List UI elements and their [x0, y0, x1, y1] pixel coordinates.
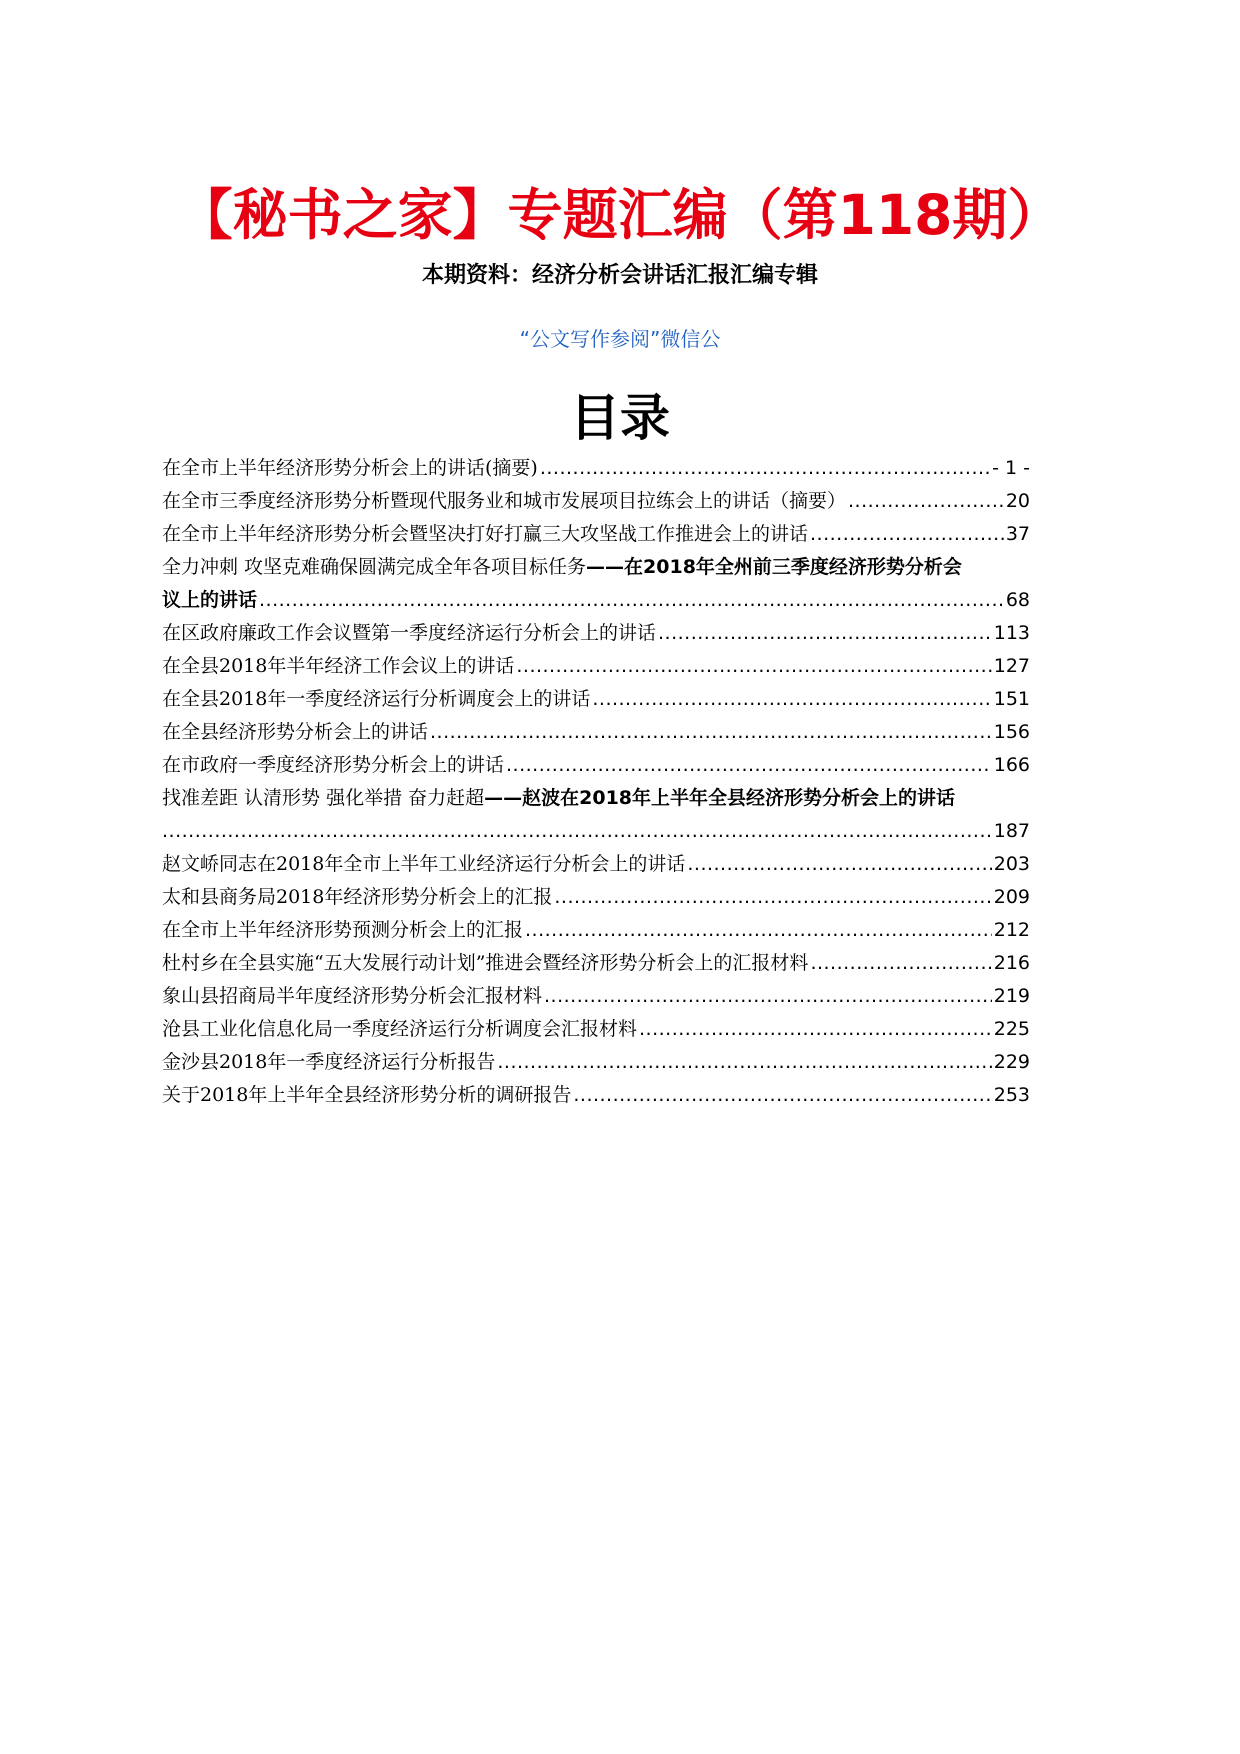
toc-entry-page: 212 — [993, 919, 1030, 941]
dot-leader — [573, 1079, 991, 1112]
dot-leader — [658, 617, 992, 650]
toc-entry[interactable] — [162, 650, 1030, 683]
toc-entry-title: 在全市上半年经济形势分析会暨坚决打好打赢三大攻坚战工作推进会上的讲话 — [162, 523, 809, 545]
toc-entry-page: 219 — [993, 985, 1030, 1007]
toc-heading: 目录 — [570, 388, 670, 447]
toc-entry-title: 在全市上半年经济形势分析会上的讲话(摘要) — [162, 457, 538, 479]
toc-entry-page: - 1 - — [992, 457, 1030, 479]
dot-leader — [162, 815, 992, 848]
dot-leader — [810, 518, 1004, 551]
toc-entry[interactable] — [162, 947, 1030, 980]
toc-entry-title: 在区政府廉政工作会议暨第一季度经济运行分析会上的讲话 — [162, 622, 657, 644]
toc-entry-page: 20 — [1005, 490, 1030, 512]
dot-leader — [592, 683, 991, 716]
document-title: 【秘书之家】专题汇编（第118期） — [177, 183, 1063, 247]
toc-entry-title: 象山县招商局半年度经济形势分析会汇报材料 — [162, 985, 543, 1007]
toc-entry[interactable] — [162, 551, 1030, 617]
toc-entry-page: 156 — [993, 721, 1030, 743]
toc-entry-page: 253 — [993, 1084, 1030, 1106]
toc-entry-title: 杜村乡在全县实施“五大发展行动计划”推进会暨经济形势分析会上的汇报材料 — [162, 952, 809, 974]
toc-entry-page: 166 — [993, 754, 1030, 776]
dot-leader — [430, 716, 992, 749]
toc-entry-page: 151 — [993, 688, 1030, 710]
toc-entry-title-part: ——赵波在2018年上半年全县经济形势分析会上的讲话 — [484, 787, 956, 809]
dot-leader — [540, 452, 990, 485]
toc-entry[interactable] — [162, 1046, 1030, 1079]
toc-entry-title-line2: 议上的讲话 — [162, 589, 258, 611]
wechat-account-line: “公文写作参阅”微信公 — [519, 327, 721, 351]
toc-entry-title: 在全县经济形势分析会上的讲话 — [162, 721, 429, 743]
toc-entry-page: 229 — [993, 1051, 1030, 1073]
toc-entry-title: 沧县工业化信息化局一季度经济运行分析调度会汇报材料 — [162, 1018, 638, 1040]
toc-entry-page: 113 — [993, 622, 1030, 644]
toc-entry-page: 37 — [1005, 523, 1030, 545]
toc-entry-page: 225 — [993, 1018, 1030, 1040]
toc-entry[interactable] — [162, 716, 1030, 749]
toc-entry-page: 127 — [993, 655, 1030, 677]
toc-entry-title: 赵文峤同志在2018年全市上半年工业经济运行分析会上的讲话 — [162, 853, 686, 875]
toc-entry[interactable] — [162, 782, 1030, 848]
toc-entry-page: 187 — [993, 820, 1030, 842]
dot-leader — [259, 584, 1004, 617]
toc-entry[interactable] — [162, 749, 1030, 782]
dot-leader — [810, 947, 991, 980]
toc-entry-title: 太和县商务局2018年经济形势分析会上的汇报 — [162, 886, 553, 908]
toc-entry[interactable] — [162, 1013, 1030, 1046]
toc-entry[interactable] — [162, 518, 1030, 551]
dot-leader — [506, 749, 992, 782]
document-subtitle: 本期资料：经济分析会讲话汇报汇编专辑 — [421, 263, 818, 288]
toc-entry-title: 金沙县2018年一季度经济运行分析报告 — [162, 1051, 496, 1073]
toc-entry[interactable] — [162, 914, 1030, 947]
dot-leader — [497, 1046, 991, 1079]
toc-entry-page: 216 — [993, 952, 1030, 974]
toc-entry-title-part: ——在2018年全州前三季度经济形势分析会 — [586, 556, 962, 578]
toc-entry[interactable] — [162, 452, 1030, 485]
toc-entry-title-part: 找准差距 认清形势 强化举措 奋力赶超 — [162, 787, 485, 809]
toc-entry[interactable] — [162, 1079, 1030, 1112]
dot-leader — [544, 980, 992, 1013]
toc-entry-title: 在全市三季度经济形势分析暨现代服务业和城市发展项目拉练会上的讲话（摘要） — [162, 490, 847, 512]
toc-entry[interactable] — [162, 683, 1030, 716]
toc-entry[interactable] — [162, 881, 1030, 914]
dot-leader — [554, 881, 991, 914]
toc-entry[interactable] — [162, 980, 1030, 1013]
toc-entry-page: 203 — [993, 853, 1030, 875]
toc-entry[interactable] — [162, 617, 1030, 650]
dot-leader — [687, 848, 991, 881]
toc-entry-title: 关于2018年上半年全县经济形势分析的调研报告 — [162, 1084, 572, 1106]
toc-entry-page: 209 — [993, 886, 1030, 908]
toc-entry-page: 68 — [1005, 589, 1030, 611]
toc-entry-title: 在市政府一季度经济形势分析会上的讲话 — [162, 754, 505, 776]
dot-leader — [516, 650, 991, 683]
dot-leader — [639, 1013, 992, 1046]
toc-entry-title: 在全市上半年经济形势预测分析会上的汇报 — [162, 919, 524, 941]
toc-entry[interactable] — [162, 485, 1030, 518]
toc-entry[interactable] — [162, 848, 1030, 881]
toc-entry-title-line1 — [162, 782, 1030, 815]
dot-leader — [848, 485, 1004, 518]
table-of-contents — [162, 452, 1030, 1112]
toc-entry-title: 在全县2018年一季度经济运行分析调度会上的讲话 — [162, 688, 591, 710]
toc-entry-title-part: 全力冲刺 攻坚克难确保圆满完成全年各项目标任务 — [162, 556, 587, 578]
toc-entry-title-line1 — [162, 551, 1030, 584]
dot-leader — [525, 914, 992, 947]
toc-entry-title: 在全县2018年半年经济工作会议上的讲话 — [162, 655, 515, 677]
